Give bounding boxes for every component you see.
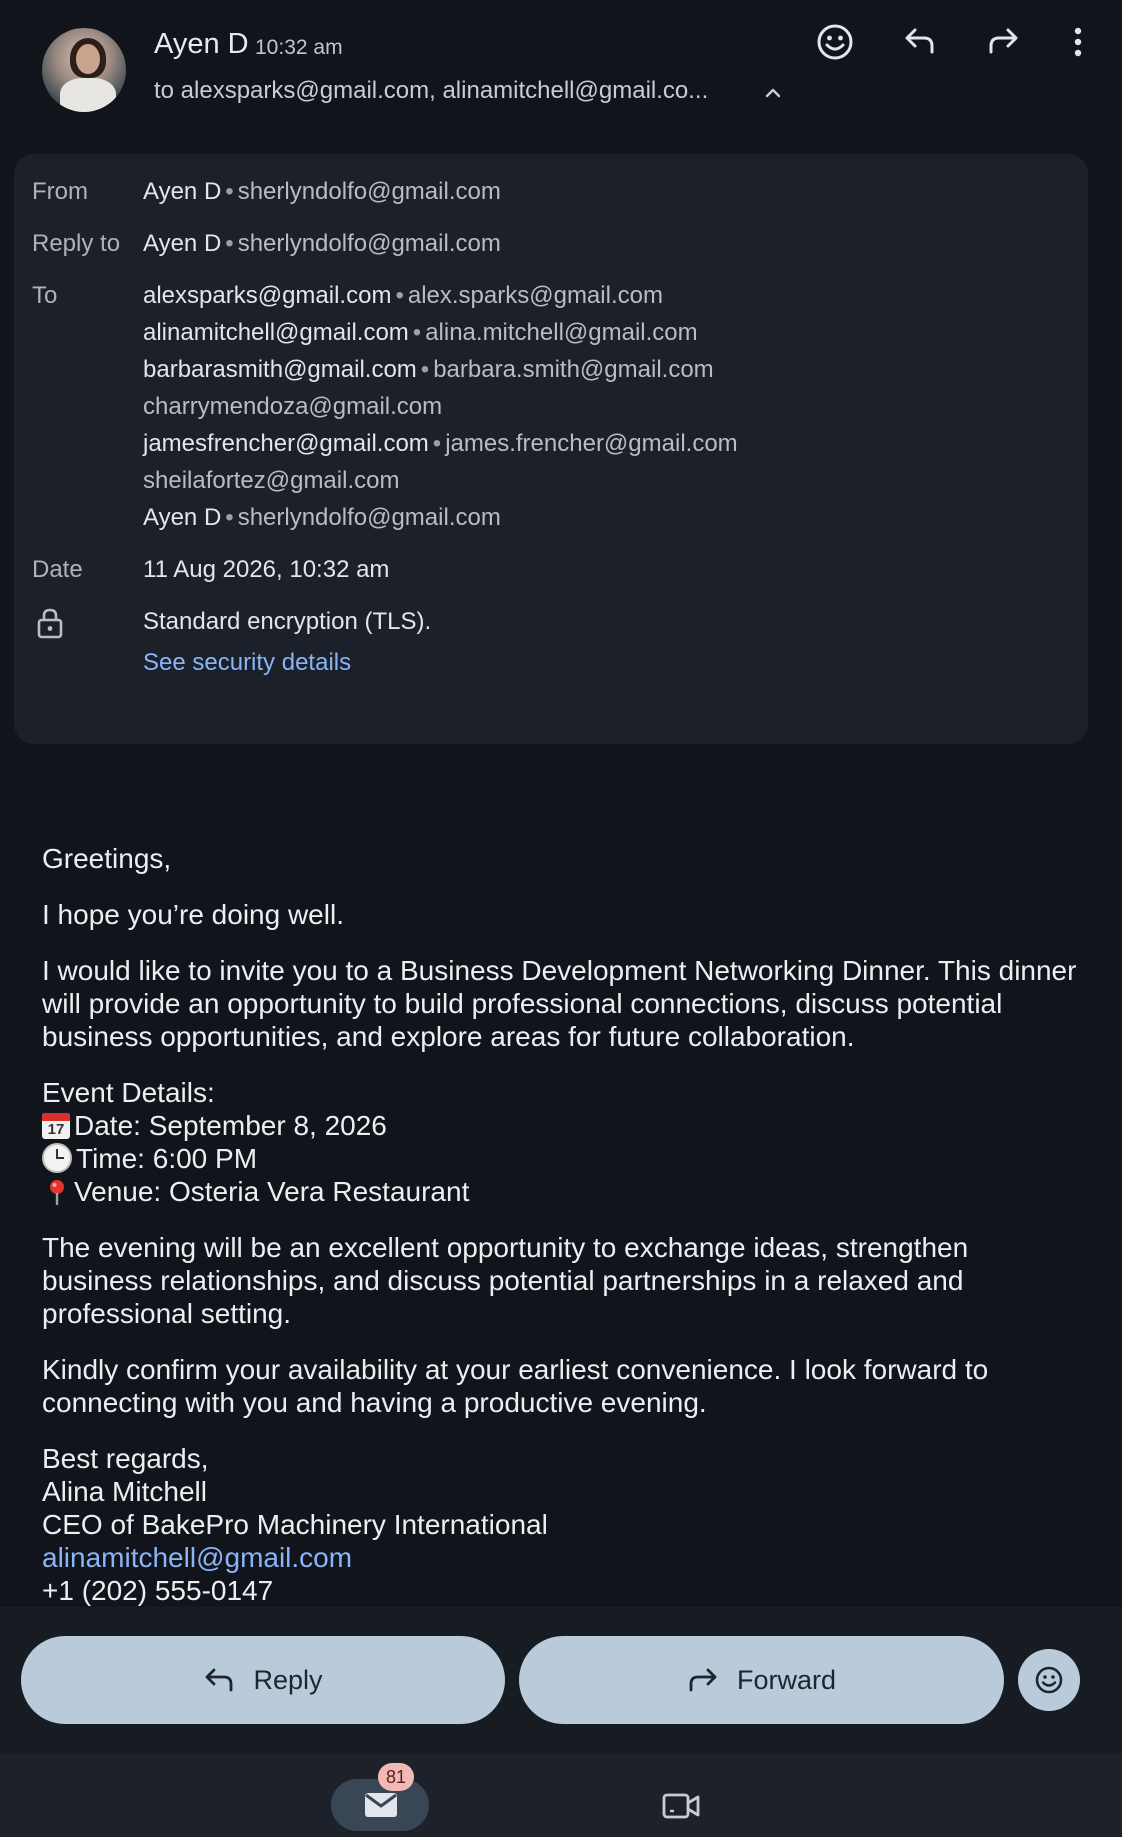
body-paragraph: Kindly confirm your availability at your earliest convenience. I look forward to connecting with you and having a productive evening. <box>42 1354 989 1418</box>
reply-to-email[interactable]: sherlyndolfo@gmail.com <box>237 230 501 257</box>
to-label: To <box>32 282 58 309</box>
signature <box>42 1442 1082 1607</box>
sender-name[interactable]: Ayen D <box>154 28 249 60</box>
event-time: Time: 6:00 PM <box>76 1143 258 1174</box>
body-paragraph: I would like to invite you to a Business Development Networking Dinner. This dinner will provide an opportunity to build professional connections, discuss potential business opportunities, and explore areas for future collaboration. <box>42 955 1077 1052</box>
nav-mail-tab[interactable] <box>331 1779 429 1831</box>
signoff: Best regards, <box>42 1443 209 1474</box>
reply-button[interactable] <box>21 1636 505 1724</box>
recipient-row[interactable] <box>143 467 399 495</box>
reply-action-bar <box>0 1607 1122 1753</box>
chevron-up-icon[interactable] <box>762 82 784 104</box>
see-security-details-link[interactable]: See security details <box>143 649 352 676</box>
date-value: 11 Aug 2026, 10:32 am <box>143 556 390 583</box>
forward-icon[interactable] <box>981 20 1025 64</box>
avatar-face <box>76 44 100 74</box>
recipient-name: sheilafortez@gmail.com <box>143 467 400 494</box>
calendar-icon <box>42 1113 70 1139</box>
avatar-dress <box>60 78 116 112</box>
react-button[interactable] <box>1018 1649 1080 1711</box>
unread-count-badge: 81 <box>378 1763 414 1791</box>
recipient-email: james.frencher@gmail.com <box>445 430 738 457</box>
smiley-icon <box>1033 1664 1065 1696</box>
forward-button[interactable] <box>519 1636 1004 1724</box>
body-line: I hope you’re doing well. <box>42 899 344 930</box>
recipient-name: alexsparks@gmail.com <box>143 282 392 309</box>
add-reaction-icon[interactable] <box>813 20 857 64</box>
signature-phone: +1 (202) 555-0147 <box>42 1575 274 1606</box>
event-heading: Event Details: <box>42 1077 215 1108</box>
calendar-day: 17 <box>47 1121 65 1138</box>
message-body <box>42 842 1082 1630</box>
recipient-row[interactable]: Ayen D • sherlyndolfo@gmail.com <box>143 504 501 531</box>
recipient-email: alina.mitchell@gmail.com <box>425 319 698 346</box>
map-pin-icon <box>42 1177 72 1207</box>
message-header <box>0 0 1122 150</box>
signature-email-link[interactable]: alinamitchell@gmail.com <box>42 1542 353 1573</box>
date-label: Date <box>32 556 83 583</box>
meet-video-icon[interactable] <box>662 1791 700 1821</box>
recipient-name: Ayen D <box>143 504 222 531</box>
sent-time: 10:32 am <box>255 36 343 59</box>
event-venue: Venue: Osteria Vera Restaurant <box>74 1176 470 1207</box>
recipient-row[interactable]: jamesfrencher@gmail.com • james.frencher@gmail.com <box>143 430 738 457</box>
recipients-summary[interactable]: to alexsparks@gmail.com, alinamitchell@gmail.co... <box>154 77 709 104</box>
message-details-card <box>14 154 1088 744</box>
event-date: Date: September 8, 2026 <box>74 1110 387 1141</box>
forward-button-label: Forward <box>736 1664 837 1695</box>
body-paragraph: The evening will be an excellent opportunity to exchange ideas, strengthen business relationships, and discuss potential partnerships in a relaxed and professional setting. <box>42 1232 969 1329</box>
sender-avatar[interactable] <box>42 28 126 112</box>
recipient-email: sherlyndolfo@gmail.com <box>237 504 501 531</box>
recipient-row[interactable] <box>143 393 442 421</box>
reply-icon <box>203 1666 235 1694</box>
reply-icon[interactable] <box>898 20 942 64</box>
recipient-row[interactable]: alexsparks@gmail.com • alex.sparks@gmail.com <box>143 282 663 309</box>
event-details <box>42 1076 1082 1208</box>
signature-title: CEO of BakePro Machinery International <box>42 1509 548 1540</box>
greeting: Greetings, <box>42 843 172 874</box>
signature-name: Alina Mitchell <box>42 1476 207 1507</box>
from-value: Ayen D • sherlyndolfo@gmail.com <box>143 178 501 205</box>
recipient-name: alinamitchell@gmail.com <box>143 319 409 346</box>
bottom-navigation <box>0 1753 1122 1837</box>
reply-to-name: Ayen D <box>143 230 222 257</box>
reply-to-label: Reply to <box>32 230 121 257</box>
recipient-name: barbarasmith@gmail.com <box>143 356 417 383</box>
mail-icon <box>363 1791 399 1819</box>
from-email[interactable]: sherlyndolfo@gmail.com <box>237 178 501 205</box>
from-name: Ayen D <box>143 178 222 205</box>
from-label: From <box>32 178 88 205</box>
recipient-name: charrymendoza@gmail.com <box>143 393 443 420</box>
encryption-text: Standard encryption (TLS). <box>143 608 432 635</box>
recipient-email: alex.sparks@gmail.com <box>407 282 663 309</box>
more-options-icon[interactable] <box>1056 20 1100 64</box>
reply-to-value: Ayen D • sherlyndolfo@gmail.com <box>143 230 501 257</box>
lock-icon <box>35 606 65 640</box>
forward-icon <box>687 1666 719 1694</box>
recipient-row[interactable]: alinamitchell@gmail.com • alina.mitchell@gmail.com <box>143 319 698 346</box>
clock-icon <box>42 1143 72 1173</box>
recipient-row[interactable]: barbarasmith@gmail.com • barbara.smith@gmail.com <box>143 356 714 383</box>
recipient-name: jamesfrencher@gmail.com <box>143 430 429 457</box>
recipient-email: barbara.smith@gmail.com <box>433 356 714 383</box>
reply-button-label: Reply <box>253 1664 323 1695</box>
